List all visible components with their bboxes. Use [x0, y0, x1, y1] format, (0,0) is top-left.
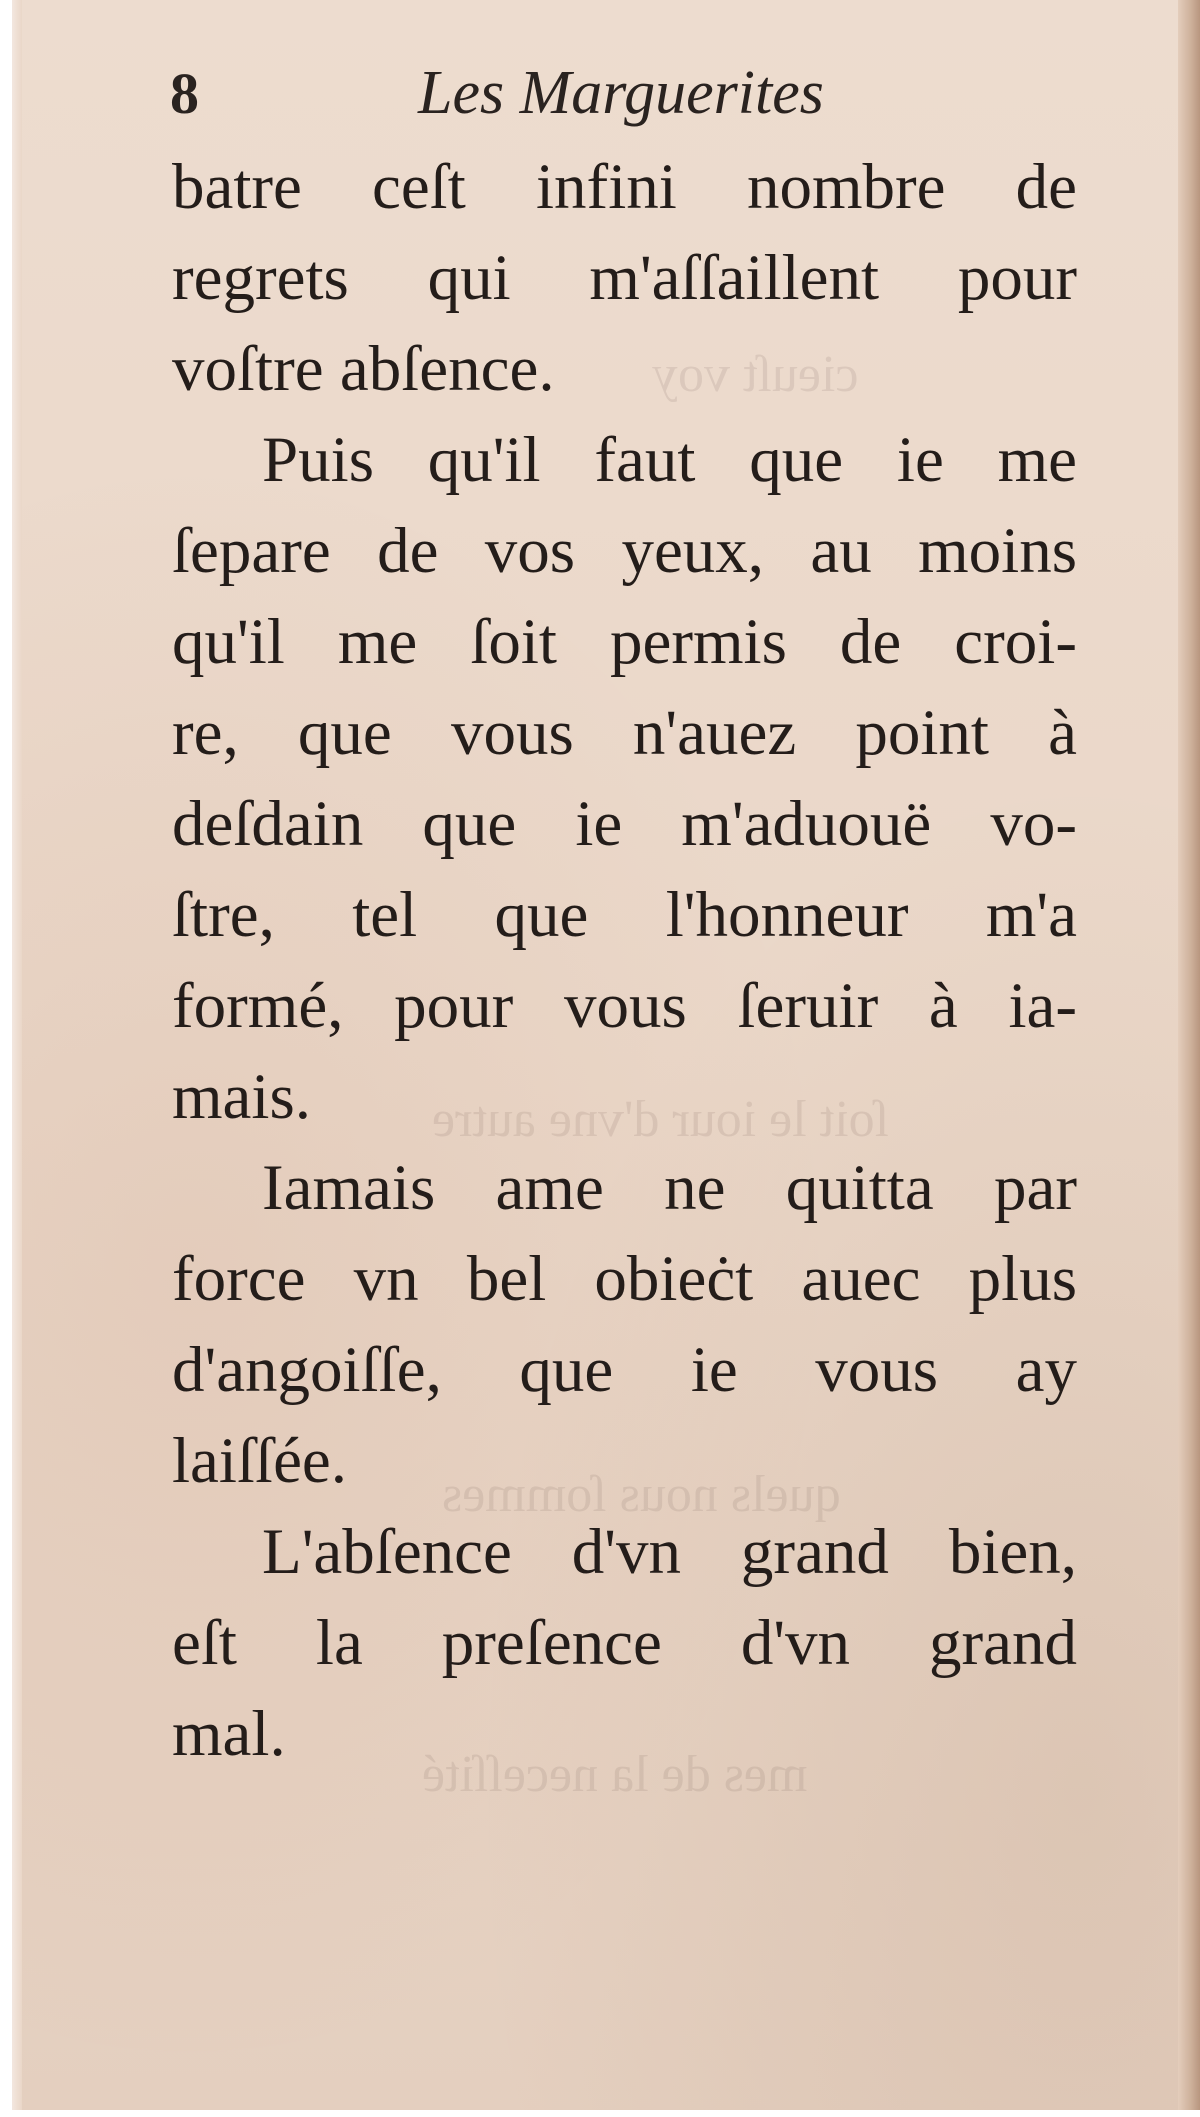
- text-line: ſtre, tel que l'honneur m'a: [172, 879, 1077, 951]
- text-line: formé, pour vous ſeruir à ia-: [172, 970, 1077, 1042]
- running-title: Les Marguerites: [418, 59, 824, 127]
- show-through-text: quels nous ſommes: [442, 1466, 841, 1523]
- text-line: deſdain que ie m'aduouë vo-: [172, 788, 1077, 860]
- text-line: voſtre abſence.: [172, 333, 555, 405]
- text-line: force vn bel obieċt auec plus: [172, 1243, 1077, 1315]
- page-edge: [1178, 0, 1200, 2110]
- text-line: L'abſence d'vn grand bien,: [262, 1516, 1077, 1588]
- text-line: mal.: [172, 1698, 286, 1770]
- text-line: Puis qu'il faut que ie me: [262, 424, 1077, 496]
- text-line: laiſſée.: [172, 1425, 348, 1497]
- text-line: d'angoiſſe, que ie vous ay: [172, 1334, 1077, 1406]
- page-number: 8: [170, 61, 199, 126]
- show-through-text: cieuſt voy: [652, 346, 859, 403]
- text-line: Iamais ame ne quitta par: [262, 1152, 1077, 1224]
- text-line: re, que vous n'auez point à: [172, 697, 1077, 769]
- text-line: eſt la preſence d'vn grand: [172, 1607, 1077, 1679]
- body-text: [172, 142, 1077, 1780]
- text-line: batre ceſt infini nombre de: [172, 151, 1077, 223]
- show-through-text: ſoit le iour d'vne autre: [432, 1091, 890, 1148]
- text-line: qu'il me ſoit permis de croi-: [172, 606, 1077, 678]
- book-page-scan: [12, 0, 1200, 2110]
- paragraph: [172, 142, 1077, 415]
- text-line: ſepare de vos yeux, au moins: [172, 515, 1077, 587]
- show-through-text: mes de la neceſſité: [422, 1746, 808, 1803]
- page-gutter: [12, 0, 22, 2110]
- text-line: mais.: [172, 1061, 312, 1133]
- paragraph: [172, 1143, 1077, 1507]
- page-header: [160, 40, 1060, 130]
- paragraph: [172, 1507, 1077, 1780]
- text-line: regrets qui m'aſſaillent pour: [172, 242, 1077, 314]
- paragraph: [172, 415, 1077, 1143]
